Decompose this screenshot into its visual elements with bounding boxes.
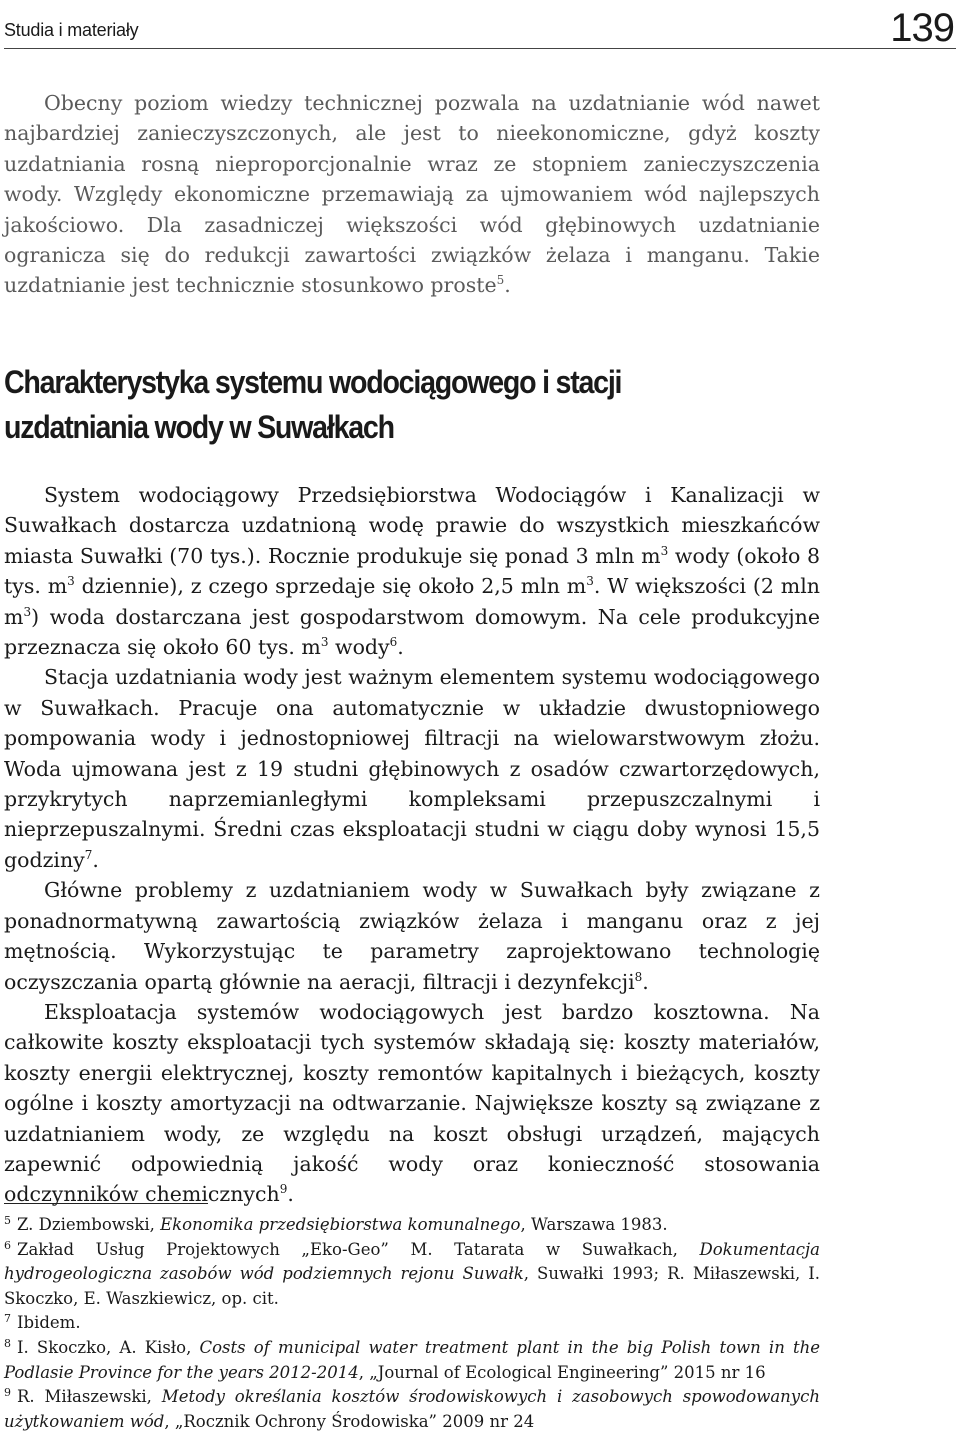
footnote-number: 8: [4, 1336, 11, 1350]
footnote: [4, 1336, 820, 1385]
cited-title: Dokumentacja hydrogeologiczna zasobów wód podziemnych rejonu Suwałk: [4, 1239, 820, 1284]
footnote-ref: 7: [84, 847, 93, 862]
intro-text: [4, 88, 820, 301]
footnote: [4, 1311, 820, 1336]
text-run: Eksploatacja systemów wodociągowych jest bardzo kosztowna. Na całkowite koszty eksploatacji tych systemów składają się: koszty materiałów, koszty energii elektrycznej, koszty remontów kapitalnych i bieżących, koszty ogólne i koszty amortyzacji na odtwarzanie. Największe koszty są związane z uzdatnianiem wody, ze względu na koszt obsługi urządzeń, mających zapewnić odpowiednią jakość wody oraz konieczność stosowania odczynników chemicznych: [4, 999, 820, 1207]
superscript: 3: [660, 543, 669, 558]
text-run: , „Journal of Ecological Engineering” 2015 nr 16: [358, 1362, 766, 1382]
text-run: wody (około 8 tys. m: [4, 543, 821, 599]
paragraph: [4, 997, 820, 1210]
footnote-number: 9: [4, 1386, 11, 1400]
footnote-number: 5: [4, 1214, 11, 1227]
footnote-ref: 6: [389, 635, 398, 650]
footnotes: [4, 1213, 820, 1434]
paragraph: [4, 662, 820, 875]
paragraph: [4, 480, 820, 662]
header-rule: [4, 48, 956, 49]
text-run: Z. Dziembowski,: [17, 1215, 161, 1234]
superscript: 3: [23, 604, 32, 619]
text-run: .: [642, 969, 649, 994]
text-run: .: [504, 273, 511, 298]
text-run: , Warszawa 1983.: [520, 1215, 668, 1234]
text-run: Główne problemy z uzdatnianiem wody w Suwałkach były związane z ponadnormatywną zawartością związków żelaza i manganu oraz z jej mętnością. Wykorzystując te parametry zaprojektowano technologię oczyszczania opartą głównie na aeracji, filtracji i dezynfekcji: [4, 878, 820, 994]
text-run: I. Skoczko, A. Kisło,: [17, 1337, 200, 1357]
text-run: Zakład Usług Projektowych „Eko-Geo” M. Tatarata w Suwałkach,: [17, 1239, 700, 1259]
paragraph: [4, 875, 820, 997]
text-run: , „Rocznik Ochrony Środowiska” 2009 nr 24: [164, 1411, 535, 1431]
footnote: [4, 1238, 820, 1312]
text-run: ) woda dostarczana jest gospodarstwom domowym. Na cele produkcyjne przeznacza się około 60 tys. m: [4, 604, 820, 660]
text-run: Ibidem.: [17, 1313, 81, 1333]
text-run: R. Miłaszewski,: [17, 1387, 162, 1407]
footnote: [4, 1213, 820, 1238]
footnote-rule: [4, 1203, 208, 1204]
cited-title: Costs of municipal water treatment plant in the big Polish town in the Podlasie Province for the years 2012-2014: [4, 1337, 821, 1382]
section-heading: Charakterystyka systemu wodociągowego i stacji uzdatniania wody w Suwałkach: [4, 364, 622, 445]
superscript: 3: [586, 574, 594, 589]
text-run: dziennie), z czego sprzedaje się około 2,5 mln m: [74, 574, 587, 599]
superscript: 3: [67, 574, 75, 589]
section-body: [4, 480, 820, 1210]
text-run: , Suwałki 1993; R. Miłaszewski, I. Skoczko, E. Waszkiewicz, op. cit.: [4, 1264, 820, 1308]
paragraph: [4, 88, 820, 301]
text-run: .: [397, 635, 404, 660]
text-run: .: [287, 1182, 294, 1207]
text-run: . W większości (2 mln m: [4, 574, 820, 629]
text-run: wody: [328, 635, 390, 660]
text-run: System wodociągowy Przedsiębiorstwa Wodociągów i Kanalizacji w Suwałkach dostarcza uzdatnioną wodę prawie do wszystkich mieszkańców miasta Suwałki (70 tys.). Rocznie produkuje się ponad 3 mln m: [4, 483, 820, 568]
text-run: Obecny poziom wiedzy technicznej pozwala na uzdatnianie wód nawet najbardziej zanieczyszczonych, ale jest to nieekonomiczne, gdyż koszty uzdatniania rosną nieproporcjonalnie wraz ze stopniem zanieczyszczenia wody. Względy ekonomiczne przemawiają za ujmowaniem wód najlepszych jakościowo. Dla zasadniczej większości wód głębinowych uzdatnianie ogranicza się do redukcji zawartości związków żelaza i manganu. Takie uzdatnianie jest technicznie stosunkowo proste: [4, 91, 820, 298]
text-run: Stacja uzdatniania wody jest ważnym elementem systemu wodociągowego w Suwałkach. Pracuje ona automatycznie w układzie dwustopniowego pompowania wody i jednostopniowej filtracji na wielowarstwowym złożu. Woda ujmowana jest z 19 studni głębinowych z osadów czwartorzędowych, przykrytych naprzemianległymi kompleksami przepuszczalnymi i nieprzepuszalnymi. Średni czas eksploatacji studni w ciągu doby wynosi 15,5 godziny: [4, 665, 820, 872]
page-number: 139: [890, 6, 954, 50]
footnote-ref: 9: [279, 1182, 288, 1197]
section-name: Studia i materiały: [4, 20, 139, 40]
footnote-number: 6: [4, 1238, 11, 1252]
footnote: [4, 1385, 820, 1434]
footnote-ref: 8: [634, 969, 643, 984]
cited-title: Metody określania kosztów środowiskowych i zasobowych spowodowanych użytkowaniem wód: [4, 1387, 820, 1431]
text-run: .: [92, 847, 99, 872]
cited-title: Ekonomika przedsiębiorstwa komunalnego: [160, 1215, 521, 1234]
footnote-number: 7: [4, 1312, 11, 1326]
superscript: 3: [320, 635, 329, 650]
footnote-ref: 5: [496, 273, 505, 288]
running-header: [4, 6, 956, 50]
